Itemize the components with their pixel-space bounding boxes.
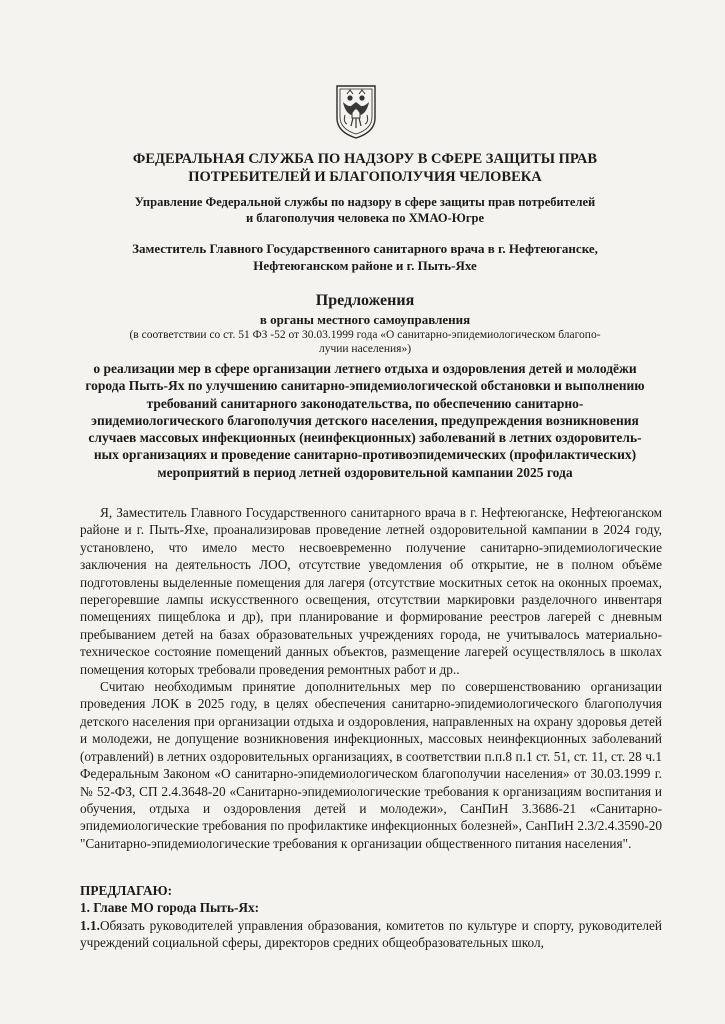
- agency-line-1: ФЕДЕРАЛЬНАЯ СЛУЖБА ПО НАДЗОРУ В СФЕРЕ ЗАЩИТЫ ПРАВ: [132, 151, 598, 167]
- proposal-item-1-1-number: 1.1.: [80, 917, 100, 933]
- proposal-item-1-1: [80, 917, 662, 952]
- subject-line: о реализации мер в сфере организации летнего отдыха и оздоровления детей и молодёжи: [93, 361, 637, 376]
- subject-line: требований санитарного законодательства, по обеспечению санитарно-: [146, 395, 584, 411]
- body-text: [80, 504, 662, 852]
- basis-line-1: (в соответствии со ст. 51 ФЗ -52 от 30.03.1999 года «О санитарно-эпидемиологическом благопо-: [129, 329, 601, 341]
- subject-line: города Пыть-Ях по улучшению санитарно-эпидемиологической обстановки и выполнению: [85, 378, 645, 394]
- department-name: [60, 194, 670, 226]
- deputy-line-1: Заместитель Главного Государственного санитарного врача в г. Нефтеюганске,: [132, 241, 598, 256]
- deputy-line-2: Нефтеюганском районе и г. Пыть-Яхе: [253, 258, 477, 273]
- body-paragraph-2: Считаю необходимым принятие дополнительных мер по совершенствованию организации проведения ЛОК в 2025 году, в целях обеспечения санитарно-эпидемиологического благополучия детского населения при организации отдыха и оздоровления, направленных на охрану здоровья детей и молодежи, не допущение возникновения инфекционных, массовых неинфекционных заболеваний (отравлений) в летних оздоровительных организациях, в соответствии п.п.8 п.1 ст. 51, ст. 11, ст. 28 ч.1 Федеральным Законом «О санитарно-эпидемиологическом благополучии населения» от 30.03.1999 г. № 52-ФЗ, СП 2.4.3648-20 «Санитарно-эпидемиологические требования к организациям воспитания и обучения, отдыха и оздоровления детей и молодежи», СанПиН 3.3686-21 «Санитарно-эпидемиологические требования по профилактике инфекционных болезней», СанПиН 2.3/2.4.3590-20 "Санитарно-эпидемиологические требования к организации общественного питания населения".: [80, 679, 662, 851]
- document-addressee: в органы местного самоуправления: [259, 312, 471, 327]
- agency-name: [60, 150, 670, 186]
- document-basis: [60, 328, 670, 356]
- agency-line-2: ПОТРЕБИТЕЛЕЙ И БЛАГОПОЛУЧИЯ ЧЕЛОВЕКА: [188, 169, 542, 185]
- body-paragraph-1: Я, Заместитель Главного Государственного санитарного врача в г. Нефтеюганске, Нефтеюганском районе и г. Пыть-Яхе, проанализировав проведение летней оздоровительной кампании в 2024 году, установлено, что имело место несвоевременно получение санитарно-эпидемиологические заключения на деятельность ЛОО, отсутствие уведомления об открытие, не в полном объёме подготовлены выделенные помещения для лагеря (отсутствие москитных сеток на оконных проемах, перегоревшие лампы искусственного освещения, отсутствии маркировки разделочного инвентаря помещениях пищеблока и др), при планирование и формирование реестров лагерей с дневным пребыванием детей на базах образовательных учреждениях города, не учитывалось материально-техническое состояние помещений данных объектов, размещение лагерей осуществлялось в школах помещения которых требовали проведения ремонтных работ и др..: [80, 505, 662, 677]
- department-line-2: и благополучия человека по ХМАО-Югре: [245, 211, 484, 225]
- department-line-1: Управление Федеральной службы по надзору в сфере защиты прав потребителей: [134, 195, 596, 209]
- subject-line: случаев массовых инфекционных (неинфекционных) заболеваний в летних оздоровитель-: [88, 430, 642, 446]
- proposal-section: [80, 882, 662, 952]
- subject-line: мероприятий в период летней оздоровительной кампании 2025 года: [157, 464, 573, 480]
- subject-line: эпидемиологического благополучия детского населения, предупреждения возникновения: [91, 412, 639, 428]
- proposal-item-1-1-text: Обязать руководителей управления образования, комитетов по культуре и спорту, руководителей учреждений социальной сферы, директоров средних общеобразовательных школ,: [80, 917, 662, 951]
- russian-coat-of-arms-icon: [331, 82, 381, 140]
- proposal-heading: ПРЕДЛАГАЮ:: [80, 883, 173, 898]
- deputy-title: [60, 240, 670, 274]
- document-subject: [56, 360, 674, 481]
- basis-line-2: лучии населения»): [318, 343, 412, 355]
- document-title: Предложения: [315, 292, 415, 309]
- proposal-item-1-heading: 1. Главе МО города Пыть-Ях:: [80, 900, 260, 916]
- subject-line: ных организациях и проведение санитарно-противоэпидемических (профилактических): [93, 447, 637, 463]
